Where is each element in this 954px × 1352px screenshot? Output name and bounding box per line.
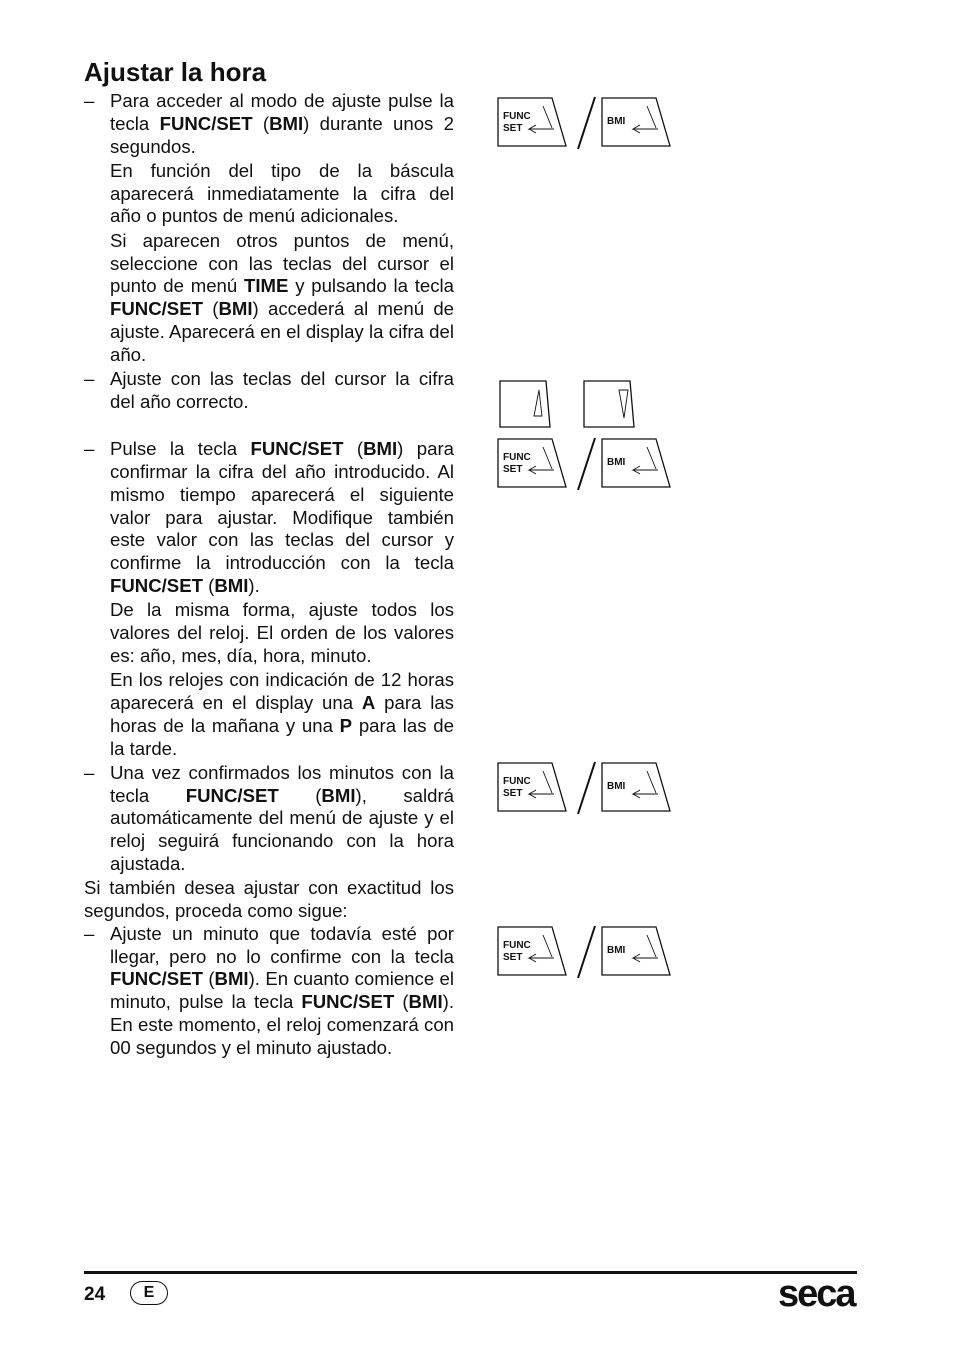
bold-term: BMI [214, 574, 249, 596]
bold-term: FUNC/SET [110, 574, 203, 596]
text-run: para las horas de la mañana y una [110, 691, 454, 736]
bmi-key [602, 98, 670, 146]
bold-term: FUNC/SET [159, 112, 253, 134]
key-pair-svg [496, 436, 672, 492]
step-list-1 [84, 90, 454, 876]
step-adjust-year [84, 368, 454, 414]
bold-term: BMI [218, 298, 253, 320]
brand-logo: seca [778, 1273, 855, 1315]
func-set-bmi-keys-4 [496, 924, 672, 985]
list-dash: – [84, 368, 95, 390]
key-outline [498, 98, 566, 146]
func-set-key [498, 439, 566, 487]
key-pair-svg [496, 924, 672, 980]
text-run: ) para confirmar la cifra del año introducido. Al mismo tiempo aparecerá el siguiente valor para ajustar. Modifique también este valor con las teclas del cursor y confirme la introducción con la tecla [110, 438, 454, 574]
separator-slash-icon [578, 926, 595, 978]
enter-arrow-icon [529, 771, 554, 798]
paragraph [110, 438, 454, 598]
arrow-down-icon [619, 390, 628, 418]
key-outline [498, 763, 566, 811]
func-label: FUNC [503, 776, 531, 787]
list-dash: – [84, 761, 95, 783]
bold-term: BMI [363, 438, 398, 460]
enter-arrow-icon [633, 935, 658, 962]
text-run: ) accederá al menú de ajuste. Aparecerá en el display la cifra del año. [110, 298, 455, 365]
text-run: En función del tipo de la báscula aparecerá inmediatamente la cifra del año o puntos de menú adicionales. [110, 159, 454, 227]
func-set-bmi-keys-2 [496, 436, 672, 497]
bold-term: FUNC/SET [185, 784, 279, 806]
enter-arrow-icon [529, 447, 554, 474]
text-run: ( [202, 298, 219, 320]
text-run: ( [252, 112, 270, 134]
separator-slash-icon [578, 438, 595, 490]
step-access-menu [84, 90, 454, 367]
set-label: SET [503, 788, 523, 799]
text-run: Si también desea ajustar con exactitud los segundos, proceda como sigue: [84, 877, 454, 922]
list-dash: – [84, 922, 95, 944]
step-exit-menu [84, 762, 454, 876]
step-seconds [84, 923, 454, 1060]
text-run: ). [248, 574, 260, 596]
bold-term: FUNC/SET [110, 298, 203, 320]
bmi-key [602, 439, 670, 487]
separator-slash-icon [578, 762, 595, 814]
func-set-bmi-keys-1 [496, 95, 672, 156]
text-run: Ajuste un minuto que todavía esté por llegar, pero no lo confirme con la tecla [110, 922, 454, 967]
footer-rule [84, 1271, 857, 1274]
text-run: En los relojes con indicación de 12 horas aparecerá en el display una [110, 669, 454, 713]
text-run: para las de la tarde. [110, 714, 454, 759]
text-run: De la misma forma, ajuste todos los valores del reloj. El orden de los valores es: año, mes, día, hora, minuto. [110, 599, 454, 666]
bold-term: BMI [214, 968, 249, 990]
bold-term: FUNC/SET [301, 991, 395, 1013]
key-outline [500, 381, 550, 427]
text-run: ( [343, 438, 364, 460]
func-label: FUNC [503, 940, 531, 951]
bmi-label: BMI [607, 457, 626, 468]
paragraph [110, 599, 454, 667]
func-set-key [498, 98, 566, 146]
cursor-keys [496, 378, 672, 439]
bold-term: BMI [321, 784, 356, 806]
cursor-up-key [500, 381, 550, 427]
bmi-label: BMI [607, 116, 626, 127]
func-set-key [498, 763, 566, 811]
page-number: 24 [84, 1284, 106, 1305]
set-label: SET [503, 952, 523, 963]
bold-term: BMI [408, 991, 443, 1013]
key-pair-svg [496, 95, 672, 151]
set-label: SET [503, 464, 523, 475]
func-set-bmi-keys-3 [496, 760, 672, 821]
bold-term: FUNC/SET [250, 438, 344, 460]
text-run: ). En este momento, el reloj comenzará con 00 segundos y el minuto ajustado. [110, 991, 454, 1058]
step-confirm-year [84, 438, 454, 760]
bmi-label: BMI [607, 945, 626, 956]
paragraph [110, 762, 454, 876]
bold-term: BMI [269, 112, 304, 134]
text-run: y pulsando la tecla [288, 275, 454, 297]
instructions-column [84, 90, 454, 1061]
arrow-up-icon [534, 390, 542, 416]
paragraph [84, 877, 454, 923]
text-run: ). En cuanto comience el minuto, pulse la tecla [110, 968, 454, 1013]
key-outline [584, 381, 634, 427]
bold-term: A [361, 691, 376, 713]
cursor-down-key [584, 381, 634, 427]
cursor-keys-svg [496, 378, 672, 434]
text-run: ), saldrá automáticamente del menú de ajuste y el reloj seguirá funcionando con la hora ajustada. [110, 784, 454, 874]
bmi-key [602, 927, 670, 975]
page-title: Ajustar la hora [84, 57, 267, 87]
list-dash: – [84, 438, 95, 460]
text-run: Para acceder al modo de ajuste pulse la tecla [110, 90, 454, 134]
text-run: ( [394, 991, 409, 1013]
paragraph [110, 669, 454, 760]
text-run: Pulse la tecla [110, 438, 251, 460]
text-run: ( [202, 574, 215, 596]
func-set-key [498, 927, 566, 975]
enter-arrow-icon [633, 447, 658, 474]
separator-slash-icon [578, 97, 595, 149]
seconds-intro [84, 877, 454, 923]
enter-arrow-icon [633, 771, 658, 798]
func-label: FUNC [503, 111, 531, 122]
language-badge: E [130, 1281, 168, 1305]
text-run: Si aparecen otros puntos de menú, seleccione con las teclas del cursor el punto de menú [110, 229, 454, 297]
text-run: ( [278, 784, 322, 806]
paragraph [110, 923, 454, 1060]
paragraph [110, 160, 454, 228]
bmi-key [602, 763, 670, 811]
bmi-label: BMI [607, 781, 626, 792]
list-dash: – [84, 90, 95, 111]
paragraph [110, 230, 454, 367]
enter-arrow-icon [529, 935, 554, 962]
func-label: FUNC [503, 452, 531, 463]
paragraph [110, 368, 454, 414]
paragraph [110, 90, 454, 158]
text-run: Una vez confirmados los minutos con la tecla [110, 761, 454, 806]
bold-term: P [339, 714, 353, 736]
text-run: Ajuste con las teclas del cursor la cifra del año correcto. [110, 368, 454, 412]
set-label: SET [503, 123, 523, 134]
bold-term: FUNC/SET [110, 968, 203, 990]
key-outline [498, 439, 566, 487]
enter-arrow-icon [529, 106, 554, 133]
text-run: ( [202, 968, 215, 990]
text-run: ) durante unos 2 segundos. [110, 112, 454, 157]
key-outline [498, 927, 566, 975]
key-pair-svg [496, 760, 672, 816]
enter-arrow-icon [633, 106, 658, 133]
bold-term: TIME [244, 275, 289, 297]
